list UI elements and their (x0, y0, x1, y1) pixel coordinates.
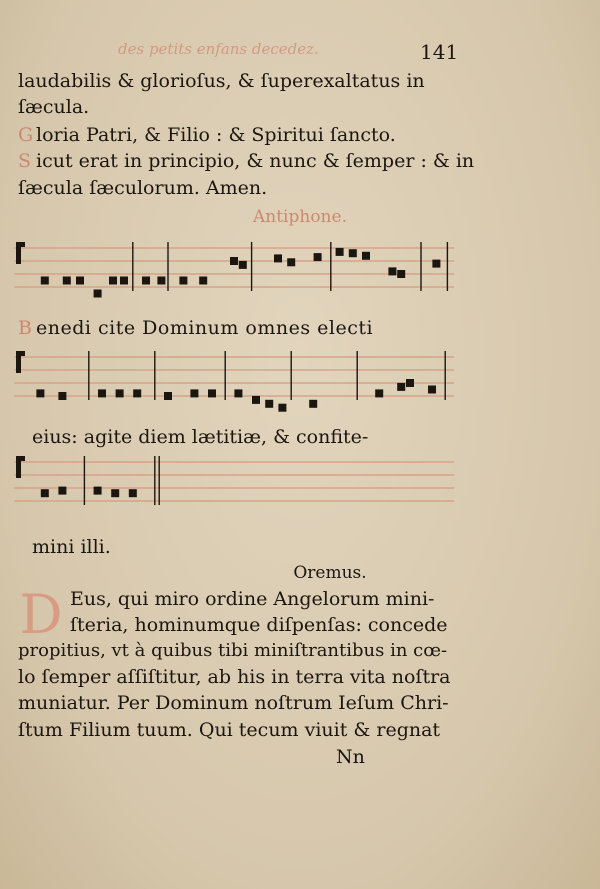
neume-note (252, 396, 260, 404)
neume-note (76, 277, 84, 285)
neume-note (41, 489, 49, 497)
neume-note (157, 277, 165, 285)
clef-mark (16, 351, 25, 356)
neume-note (234, 389, 242, 397)
chant-lyrics-1: B enedi cite Dominum omnes electi (18, 317, 374, 339)
neume-note (94, 487, 102, 495)
neume-note (111, 489, 119, 497)
text-line-4: S icut erat in principio, & nunc & ſemper : & in (18, 150, 475, 172)
neume-note (314, 253, 322, 261)
page-number: 141 (420, 40, 459, 64)
neume-note (199, 277, 207, 285)
neume-note (63, 277, 71, 285)
initial-b: B (18, 317, 32, 339)
neume-note (179, 277, 187, 285)
prayer-line-3: propitius, vt à quibus tibi miniſtrantibus in cœ- (18, 640, 448, 661)
neume-note (406, 379, 414, 387)
clef-mark (16, 242, 25, 247)
neume-note (265, 400, 273, 408)
neume-note (278, 404, 286, 412)
oremus-heading: Oremus. (293, 563, 367, 583)
initial-g: G (18, 124, 34, 146)
neume-note (58, 392, 66, 400)
neume-note (190, 389, 198, 397)
antiphon-heading: Antiphone. (253, 207, 347, 227)
neume-note (309, 400, 317, 408)
neume-note (94, 290, 102, 298)
neume-note (239, 261, 247, 269)
text-line-5: ſæcula ſæculorum. Amen. (18, 177, 268, 199)
chant-staff-2 (14, 345, 464, 415)
neume-note (432, 260, 440, 268)
neume-note (133, 389, 141, 397)
neume-note (208, 389, 216, 397)
signature-mark: Nn (336, 746, 365, 768)
clef-mark (16, 456, 25, 461)
neume-note (116, 389, 124, 397)
prayer-initial-d: D (19, 583, 63, 646)
neume-note (36, 389, 44, 397)
running-head: des petits enfans decedez. (118, 40, 319, 58)
neume-note (287, 258, 295, 266)
neume-note (98, 389, 106, 397)
initial-s: S (18, 150, 32, 172)
neume-note (41, 277, 49, 285)
text-line-3: G loria Patri, & Filio : & Spiritui ſancto. (18, 124, 396, 146)
neume-note (274, 254, 282, 262)
neume-note (120, 277, 128, 285)
chant-staff-3 (14, 450, 464, 520)
chant-staff-1 (14, 236, 464, 306)
chant-lyrics-3: mini illi. (32, 536, 111, 558)
text-line-1: laudabilis & glorioſus, & ſuperexaltatus in (18, 70, 425, 92)
text-line-2: ſæcula. (18, 96, 90, 118)
neume-note (58, 487, 66, 495)
neume-note (142, 277, 150, 285)
neume-note (397, 383, 405, 391)
neume-note (362, 252, 370, 260)
prayer-line-5: muniatur. Per Dominum noſtrum Ieſum Chri- (18, 692, 449, 714)
neume-note (164, 392, 172, 400)
chant-lyrics-2: eius: agite diem lætitiæ, & confite- (32, 426, 369, 448)
neume-note (397, 270, 405, 278)
neume-note (129, 489, 137, 497)
neume-note (109, 277, 117, 285)
neume-note (375, 389, 383, 397)
neume-note (230, 257, 238, 265)
neume-note (388, 267, 396, 275)
prayer-line-2: ſteria, hominumque diſpenſas: concede (70, 614, 448, 636)
neume-note (336, 248, 344, 256)
neume-note (349, 249, 357, 257)
prayer-line-4: lo ſemper aſſiſtitur, ab his in terra vita noſtra (18, 666, 451, 688)
neume-note (428, 386, 436, 394)
prayer-line-6: ſtum Filium tuum. Qui tecum viuit & regnat (18, 719, 441, 741)
prayer-line-1: Eus, qui miro ordine Angelorum mini- (70, 588, 435, 610)
